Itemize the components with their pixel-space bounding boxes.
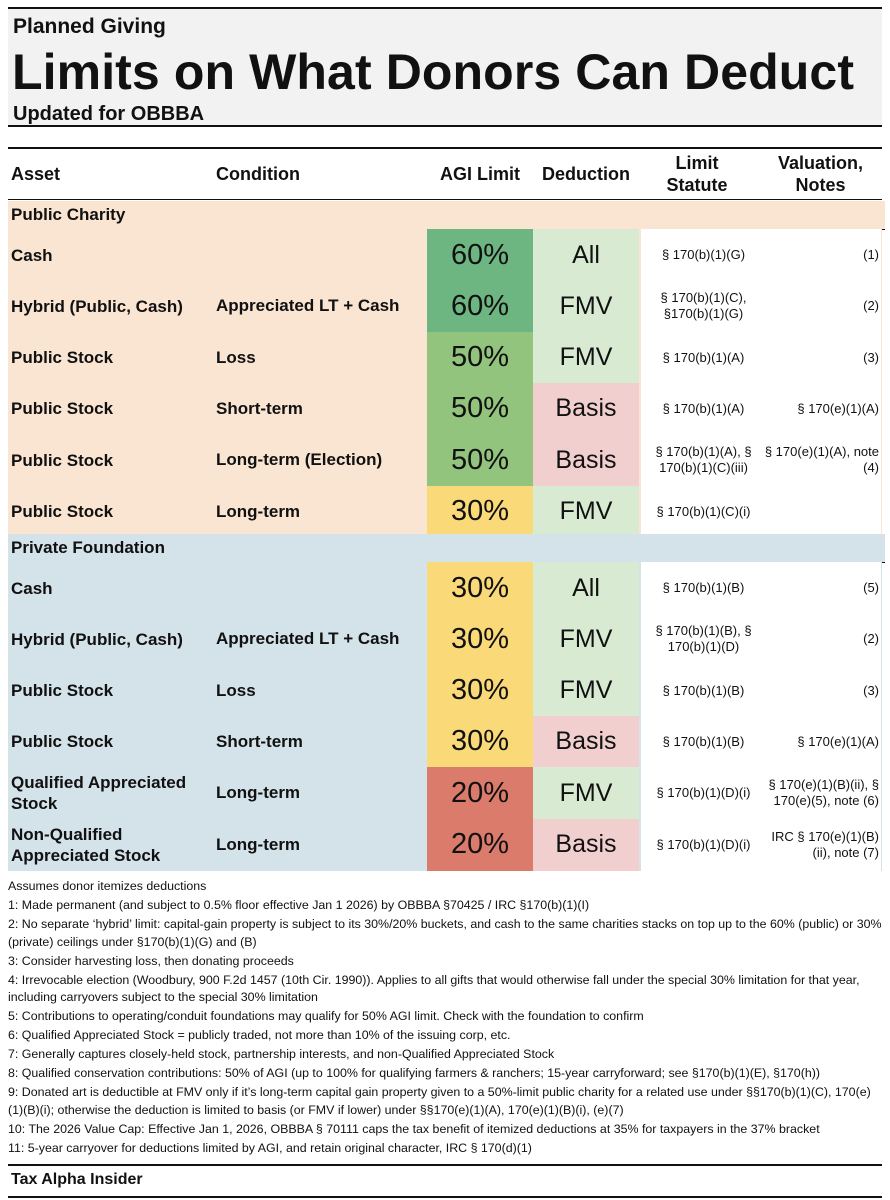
condition-cell-text: Long-term <box>216 783 301 803</box>
deduction-cell-text: FMV <box>559 343 613 372</box>
agi-limit-cell <box>427 716 533 768</box>
footnotes <box>8 878 882 1159</box>
condition-cell <box>216 819 431 871</box>
table-row <box>8 819 882 871</box>
valuation-notes-cell-text: IRC § 170(e)(1)(B)(ii), note (7) <box>771 828 879 860</box>
deduction-cell-text: All <box>572 240 600 269</box>
valuation-notes-cell-text: § 170(e)(1)(A) <box>797 733 879 749</box>
column-header-limit-statute: Limit Statute <box>666 153 728 195</box>
limit-statute-cell <box>641 229 766 281</box>
asset-cell-text: Cash <box>11 578 53 598</box>
asset-cell <box>11 486 216 538</box>
condition-cell <box>216 332 431 384</box>
limit-statute-cell <box>641 819 766 871</box>
valuation-notes-cell-text: (3) <box>863 682 879 698</box>
agi-limit-cell-text: 50% <box>450 341 510 374</box>
table-row <box>8 229 882 281</box>
deduction-limits-table <box>8 147 882 865</box>
condition-cell-text: Long-term (Election) <box>216 450 383 470</box>
deduction-cell-text: Basis <box>555 727 617 756</box>
asset-cell-text: Public Stock <box>11 399 114 419</box>
limit-statute-cell-text: § 170(b)(1)(B) <box>662 580 745 595</box>
limit-statute-cell-text: § 170(b)(1)(B) <box>662 733 745 749</box>
asset-cell-text: Public Stock <box>11 502 114 522</box>
agi-limit-cell-text: 50% <box>450 392 510 425</box>
limit-statute-cell-text: § 170(b)(1)(D)(i) <box>656 836 751 852</box>
condition-cell-text: Long-term <box>216 501 301 521</box>
agi-limit-cell-text: 60% <box>450 289 510 322</box>
table-row <box>8 434 882 486</box>
asset-cell-text: Public Stock <box>11 348 114 368</box>
agi-limit-cell <box>427 332 533 384</box>
title-block <box>8 7 882 127</box>
agi-limit-cell-text: 60% <box>450 238 510 271</box>
deduction-cell <box>533 280 639 332</box>
limit-statute-cell-text: § 170(b)(1)(G) <box>661 247 746 262</box>
limit-statute-cell <box>641 280 766 332</box>
agi-limit-cell <box>427 562 533 614</box>
column-header-agi-limit: AGI Limit <box>440 164 520 184</box>
valuation-notes-cell-text: (5) <box>863 580 879 595</box>
condition-cell <box>216 665 431 717</box>
deduction-cell <box>533 434 639 486</box>
table-row <box>8 332 882 384</box>
agi-limit-cell-text: 50% <box>450 443 510 476</box>
valuation-notes-cell-text: (3) <box>863 349 879 365</box>
asset-cell-text: Hybrid (Public, Cash) <box>11 296 183 316</box>
column-header-condition: Condition <box>216 164 300 184</box>
agi-limit-cell <box>427 767 533 819</box>
deduction-cell <box>533 383 639 435</box>
agi-limit-cell-text: 20% <box>450 828 510 861</box>
limit-statute-cell-text: § 170(b)(1)(C)(i) <box>656 503 751 519</box>
table-row <box>8 665 882 717</box>
deduction-cell-text: FMV <box>559 497 613 526</box>
column-header-valuation-notes: Valuation, Notes <box>777 153 864 195</box>
valuation-notes-cell-text: (1) <box>863 247 879 262</box>
deduction-cell <box>533 665 639 717</box>
limit-statute-cell-text: § 170(b)(1)(A) <box>662 400 745 416</box>
deduction-cell-text: FMV <box>559 624 613 653</box>
table-row <box>8 486 882 538</box>
asset-cell-text: Public Stock <box>11 732 114 752</box>
condition-cell <box>216 486 431 538</box>
valuation-notes-cell <box>760 280 881 332</box>
agi-limit-cell <box>427 280 533 332</box>
limit-statute-cell <box>641 434 766 486</box>
deduction-cell-text: FMV <box>559 778 613 807</box>
table-row <box>8 613 882 665</box>
section-header: Private Foundation <box>8 534 885 563</box>
valuation-notes-cell <box>760 767 881 819</box>
asset-cell <box>11 767 216 819</box>
valuation-notes-cell <box>760 613 881 665</box>
valuation-notes-cell <box>760 383 881 435</box>
limit-statute-cell-text: § 170(b)(1)(B) <box>662 682 745 698</box>
footnote: 9: Donated art is deductible at FMV only if it’s long-term capital gain property given to a 50%-limit public charity for a related use under §§170(b)(1)(C), 170(e)(1)(B)(i); otherwise the deduction is limited to basis (or FMV if lower) under §§170(e)(1)(A), 170(e)(1)(B)(i), (e)(7) <box>8 1085 871 1117</box>
limit-statute-cell <box>641 383 766 435</box>
condition-cell-text: Loss <box>216 680 256 700</box>
agi-limit-cell-text: 30% <box>450 622 510 655</box>
deduction-cell-text: FMV <box>559 291 613 320</box>
footnote: 2: No separate ‘hybrid’ limit: capital-gain property is subject to its 30%/20% buckets, and cash to the same charities stacks on top up to the 60% (public) or 30% (private) ceilings under §170(b)(1)(G) and (B) <box>8 916 882 949</box>
deduction-cell <box>533 562 639 614</box>
asset-cell <box>11 434 216 486</box>
limit-statute-cell-text: § 170(b)(1)(A) <box>662 349 745 365</box>
condition-cell <box>216 280 431 332</box>
valuation-notes-cell <box>760 819 881 871</box>
agi-limit-cell <box>427 665 533 717</box>
valuation-notes-cell <box>760 665 881 717</box>
condition-cell <box>216 767 431 819</box>
valuation-notes-cell <box>760 434 881 486</box>
condition-cell <box>216 383 431 435</box>
limit-statute-cell <box>641 562 766 614</box>
footnote: 11: 5-year carryover for deductions limited by AGI, and retain original character, IRC § 170(d)(1) <box>8 1140 532 1155</box>
condition-cell-text: Appreciated LT + Cash <box>216 629 400 649</box>
valuation-notes-cell-text: (2) <box>863 631 879 647</box>
valuation-notes-cell <box>760 229 881 281</box>
deduction-cell <box>533 716 639 768</box>
condition-cell-text: Short-term <box>216 731 303 751</box>
agi-limit-cell <box>427 613 533 665</box>
asset-cell <box>11 716 216 768</box>
deduction-cell <box>533 613 639 665</box>
deduction-cell-text: All <box>572 573 600 602</box>
condition-cell <box>216 716 431 768</box>
limit-statute-cell <box>641 486 766 538</box>
subtitle: Updated for OBBBA <box>13 103 205 125</box>
footer <box>8 1164 882 1198</box>
deduction-cell-text: FMV <box>559 676 613 705</box>
header-divider <box>8 199 882 200</box>
agi-limit-cell <box>427 383 533 435</box>
deduction-cell-text: Basis <box>555 394 617 423</box>
agi-limit-cell-text: 30% <box>450 495 510 528</box>
footnote: 3: Consider harvesting loss, then donating proceeds <box>8 953 294 968</box>
footnote: 5: Contributions to operating/conduit foundations may qualify for 50% AGI limit. Check with the foundation to confirm <box>8 1009 644 1024</box>
asset-cell <box>11 819 216 871</box>
limit-statute-cell <box>641 613 766 665</box>
asset-cell-text: Cash <box>11 245 53 265</box>
valuation-notes-cell-text: § 170(e)(1)(A) <box>797 400 879 416</box>
assumption-note: Assumes donor itemizes deductions <box>8 879 207 893</box>
agi-limit-cell-text: 30% <box>450 571 510 604</box>
condition-cell <box>216 562 431 614</box>
table-row <box>8 562 882 614</box>
footnote: 4: Irrevocable election (Woodbury, 900 F.2d 1457 (10th Cir. 1990)). Applies to all gifts that would otherwise fall under the special 30% limitation for that year, including carryovers subject to the special 30% limitation <box>8 972 860 1005</box>
kicker: Planned Giving <box>13 15 166 38</box>
valuation-notes-cell-text: (2) <box>863 298 879 314</box>
deduction-cell-text: Basis <box>555 445 617 474</box>
section-header: Public Charity <box>8 201 885 230</box>
condition-cell-text: Short-term <box>216 398 303 418</box>
agi-limit-cell <box>427 486 533 538</box>
table-row <box>8 716 882 768</box>
footnote: 6: Qualified Appreciated Stock = publicly traded, not more than 10% of the issuing corp, etc. <box>8 1028 511 1043</box>
deduction-cell <box>533 819 639 871</box>
agi-limit-cell <box>427 229 533 281</box>
deduction-cell <box>533 229 639 281</box>
condition-cell-text: Loss <box>216 347 256 367</box>
valuation-notes-cell-text: § 170(e)(1)(A), note (4) <box>764 444 879 476</box>
limit-statute-cell-text: § 170(b)(1)(C), §170(b)(1)(G) <box>660 290 747 322</box>
page-title: Limits on What Donors Can Deduct <box>12 44 855 100</box>
asset-cell <box>11 383 216 435</box>
footnote: 7: Generally captures closely-held stock, partnership interests, and non-Qualified Appreciated Stock <box>8 1047 555 1062</box>
limit-statute-cell-text: § 170(b)(1)(B), § 170(b)(1)(D) <box>655 623 752 655</box>
agi-limit-cell <box>427 819 533 871</box>
asset-cell <box>11 665 216 717</box>
limit-statute-cell <box>641 332 766 384</box>
valuation-notes-cell <box>760 716 881 768</box>
valuation-notes-cell <box>760 486 881 538</box>
footnote: 1: Made permanent (and subject to 0.5% floor effective Jan 1 2026) by OBBBA §70425 / IRC §170(b)(1)(I) <box>8 897 590 912</box>
asset-cell-text: Non-Qualified Appreciated Stock <box>11 824 161 865</box>
asset-cell-text: Public Stock <box>11 681 114 701</box>
deduction-cell-text: Basis <box>555 830 617 859</box>
condition-cell <box>216 229 431 281</box>
agi-limit-cell-text: 20% <box>450 776 510 809</box>
limit-statute-cell-text: § 170(b)(1)(D)(i) <box>656 785 751 801</box>
valuation-notes-cell <box>760 332 881 384</box>
limit-statute-cell <box>641 767 766 819</box>
agi-limit-cell <box>427 434 533 486</box>
deduction-cell <box>533 767 639 819</box>
asset-cell-text: Hybrid (Public, Cash) <box>11 629 183 649</box>
condition-cell-text: Appreciated LT + Cash <box>216 296 400 316</box>
table-row <box>8 383 882 435</box>
valuation-notes-cell-text: § 170(e)(1)(B)(ii), § 170(e)(5), note (6) <box>768 777 879 809</box>
asset-cell <box>11 562 216 614</box>
deduction-cell <box>533 332 639 384</box>
limit-statute-cell <box>641 665 766 717</box>
limit-statute-cell <box>641 716 766 768</box>
asset-cell-text: Qualified Appreciated Stock <box>11 773 187 814</box>
asset-cell <box>11 332 216 384</box>
asset-cell <box>11 280 216 332</box>
column-header-asset: Asset <box>11 164 61 184</box>
footer-brand: Tax Alpha Insider <box>11 1171 143 1188</box>
footnote: 10: The 2026 Value Cap: Effective Jan 1, 2026, OBBBA § 70111 caps the tax benefit of itemized deductions at 35% for taxpayers in the 37% bracket <box>8 1121 820 1136</box>
limit-statute-cell-text: § 170(b)(1)(A), § 170(b)(1)(C)(iii) <box>655 444 752 476</box>
condition-cell <box>216 613 431 665</box>
asset-cell <box>11 613 216 665</box>
table-row <box>8 280 882 332</box>
agi-limit-cell-text: 30% <box>450 725 510 758</box>
valuation-notes-cell <box>760 562 881 614</box>
condition-cell-text: Long-term <box>216 834 301 854</box>
column-header-deduction: Deduction <box>542 164 630 184</box>
table-row <box>8 767 882 819</box>
asset-cell <box>11 229 216 281</box>
agi-limit-cell-text: 30% <box>450 674 510 707</box>
deduction-cell <box>533 486 639 538</box>
condition-cell <box>216 434 431 486</box>
footnote: 8: Qualified conservation contributions: 50% of AGI (up to 100% for qualifying farmers & ranchers; 15-year carryforward; see §170(b)(1)(E), §170(h)) <box>8 1066 820 1081</box>
asset-cell-text: Public Stock <box>11 450 114 470</box>
